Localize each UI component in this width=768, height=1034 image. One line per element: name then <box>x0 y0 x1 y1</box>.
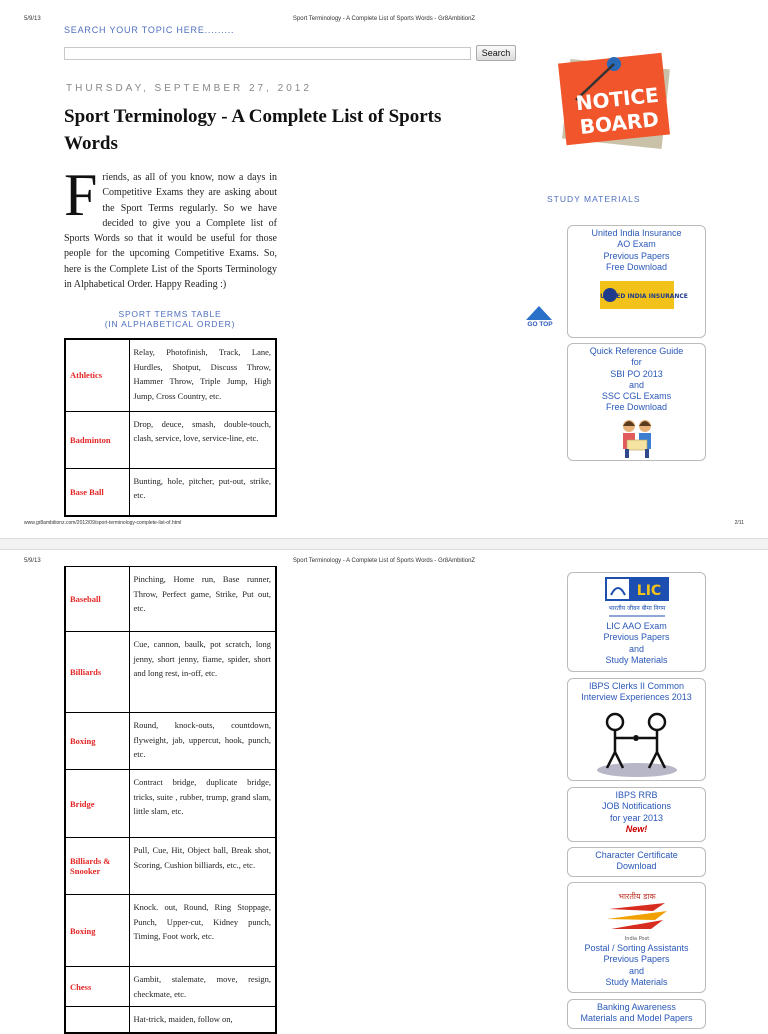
widget-line: and <box>628 643 645 654</box>
widget-line: and <box>628 965 645 976</box>
widget-line: Previous Papers <box>603 632 670 643</box>
table-row <box>65 770 276 838</box>
sport-terms: Hat-trick, maiden, follow on, <box>129 1007 276 1033</box>
widget-line: Free Download <box>605 402 668 413</box>
widget-line: IBPS Clerks II Common <box>588 681 685 691</box>
intro-text: riends, as all of you know, now a days in Competitive Exams they are asking about the Sport Terms regularly. So we have decided to give you a Complete list of Sports Words so that it would be useful for those people for the upcoming Competitive Exams. So, here is the Complete List of the Sports Terminology in Alphabetical Order. Happy Reading :) <box>64 172 277 291</box>
widget-line: AO Exam <box>617 239 656 250</box>
notice-line1: NOTICE <box>574 82 660 116</box>
table-row <box>65 895 276 967</box>
sport-terms: Contract bridge, duplicate bridge, tricks, suite , rubber, trump, grand slam, little slam, etc. <box>129 770 276 838</box>
widget-line: LIC AAO Exam <box>606 621 667 631</box>
uii-logo-text: UNITED INDIA INSURANCE <box>599 293 688 301</box>
table-row <box>65 967 276 1007</box>
india-post-logo <box>597 889 677 943</box>
widget-line: Postal / Sorting Assistants <box>584 943 689 953</box>
table-row <box>65 411 276 468</box>
table-caption-line2: (IN ALPHABETICAL ORDER) <box>104 319 236 329</box>
sport-name: Badminton <box>65 411 129 468</box>
study-materials-heading: STUDY MATERIALS <box>547 194 641 204</box>
lic-logo-text: LIC <box>636 583 661 599</box>
post-english-text: India Post <box>624 936 649 942</box>
widget-line: Character Certificate <box>595 850 678 860</box>
sport-name: Boxing <box>65 713 129 770</box>
widget-line: Download <box>616 861 657 872</box>
widget-line: and <box>628 379 645 390</box>
widget-ibps-rrb[interactable] <box>567 787 706 842</box>
sport-terms: Pull, Cue, Hit, Object ball, Break shot, Scoring, Cushion billiards, etc., etc. <box>129 838 276 895</box>
sport-name: Base Ball <box>65 468 129 516</box>
sports-terms-table-part1 <box>64 338 277 517</box>
widget-line: United India Insurance <box>591 228 682 238</box>
sport-terms: Bunting, hole, pitcher, put-out, strike, etc. <box>129 468 276 516</box>
table-row <box>65 632 276 713</box>
post-hindi-text: भारतीय डाक <box>617 892 656 901</box>
go-top-label[interactable]: GO TOP <box>527 321 553 328</box>
widget-line: IBPS RRB <box>615 790 658 800</box>
print-date: 5/9/13 <box>24 558 41 564</box>
table-row <box>65 567 276 632</box>
widget-line: for <box>631 357 642 368</box>
sport-terms: Pinching, Home run, Base runner, Throw, Perfect game, Strike, Put out, etc. <box>129 567 276 632</box>
sport-name: Boxing <box>65 895 129 967</box>
table-caption <box>64 309 276 329</box>
widget-line: Free Download <box>605 261 668 272</box>
sports-terms-table-part2 <box>64 566 277 1034</box>
widget-line: Quick Reference Guide <box>589 346 684 356</box>
widget-ibps-clerks[interactable] <box>567 678 706 781</box>
notice-board-image <box>556 50 676 150</box>
lic-logo <box>605 577 669 621</box>
sport-name: Baseball <box>65 567 129 632</box>
table-row <box>65 468 276 516</box>
widget-line: JOB Notifications <box>601 801 672 812</box>
search-button[interactable]: Search <box>476 45 516 61</box>
drop-cap: F <box>64 162 98 228</box>
page-separator <box>0 538 768 550</box>
widget-line: Previous Papers <box>603 954 670 965</box>
table-row <box>65 838 276 895</box>
widget-quick-reference[interactable] <box>567 343 706 461</box>
print-title: Sport Terminology - A Complete List of Sports Words - Gr8AmbitionZ <box>292 16 476 22</box>
post-title: Sport Terminology - A Complete List of Sports Words <box>64 106 442 154</box>
widget-postal-assistants[interactable] <box>567 882 706 993</box>
notice-line2: BOARD <box>578 106 660 140</box>
widget-line: SBI PO 2013 <box>610 368 663 379</box>
widget-line: for year 2013 <box>609 812 664 823</box>
widget-line: Materials and Model Papers <box>580 1013 693 1024</box>
sport-terms: Round, knock-outs, countdown, flyweight, jab, uppercut, hook, punch, etc. <box>129 713 276 770</box>
print-page-number: 2/11 <box>734 520 744 526</box>
search-input[interactable] <box>64 47 471 60</box>
widget-lic-aao[interactable] <box>567 572 706 672</box>
print-title: Sport Terminology - A Complete List of Sports Words - Gr8AmbitionZ <box>292 558 476 564</box>
sport-name: Bridge <box>65 770 129 838</box>
table-row <box>65 713 276 770</box>
widget-line: Study Materials <box>605 976 668 987</box>
interview-stick-figures-image <box>589 708 685 780</box>
kids-reading-image <box>615 418 659 458</box>
sport-name: Billiards <box>65 632 129 713</box>
widget-character-certificate[interactable] <box>567 847 706 877</box>
widget-banking-awareness[interactable] <box>567 999 706 1029</box>
united-india-logo <box>599 277 688 313</box>
search-label: SEARCH YOUR TOPIC HERE......... <box>64 25 235 35</box>
table-caption-line1: SPORT TERMS TABLE <box>118 309 222 319</box>
sport-terms: Drop, deuce, smash, double-touch, clash, service, love, service-line, etc. <box>129 411 276 468</box>
widget-line: Study Materials <box>605 654 668 665</box>
widget-line: Previous Papers <box>603 250 670 261</box>
sport-terms: Cue, cannon, baulk, pot scratch, long jenny, short jenny, fiame, spider, short and long rest, in-off, etc. <box>129 632 276 713</box>
sport-terms: Knock. out, Round, Ring Stoppage, Punch, Upper-cut, Kidney punch, Timing, Foot work, etc. <box>129 895 276 967</box>
lic-hindi-text: भारतीय जीवन बीमा निगम <box>607 605 666 612</box>
sport-terms: Relay, Photofinish, Track, Lane, Hurdles, Shotput, Discuss Throw, Hammer Throw, Triple Jump, High Jump, Cross Country, etc. <box>129 339 276 411</box>
sport-name <box>65 1007 129 1033</box>
widget-line: Banking Awareness <box>597 1002 676 1012</box>
sport-terms: Gambit, stalemate, move, resign, checkmate, etc. <box>129 967 276 1007</box>
sport-name: Chess <box>65 967 129 1007</box>
print-date: 5/9/13 <box>24 16 41 22</box>
post-date: THURSDAY, SEPTEMBER 27, 2012 <box>66 83 312 94</box>
table-row <box>65 1007 276 1033</box>
new-badge: New! <box>625 823 648 834</box>
widget-united-india[interactable] <box>567 225 706 338</box>
post-intro <box>64 162 277 292</box>
widget-line: Interview Experiences 2013 <box>581 692 692 703</box>
sport-name: Athletics <box>65 339 129 411</box>
sport-name: Billiards & Snooker <box>65 838 129 895</box>
table-row <box>65 339 276 411</box>
widget-line: SSC CGL Exams <box>601 391 672 402</box>
print-url: www.gr8ambitionz.com/2012/09/sport-terminology-complete-list-of.html <box>24 520 182 526</box>
